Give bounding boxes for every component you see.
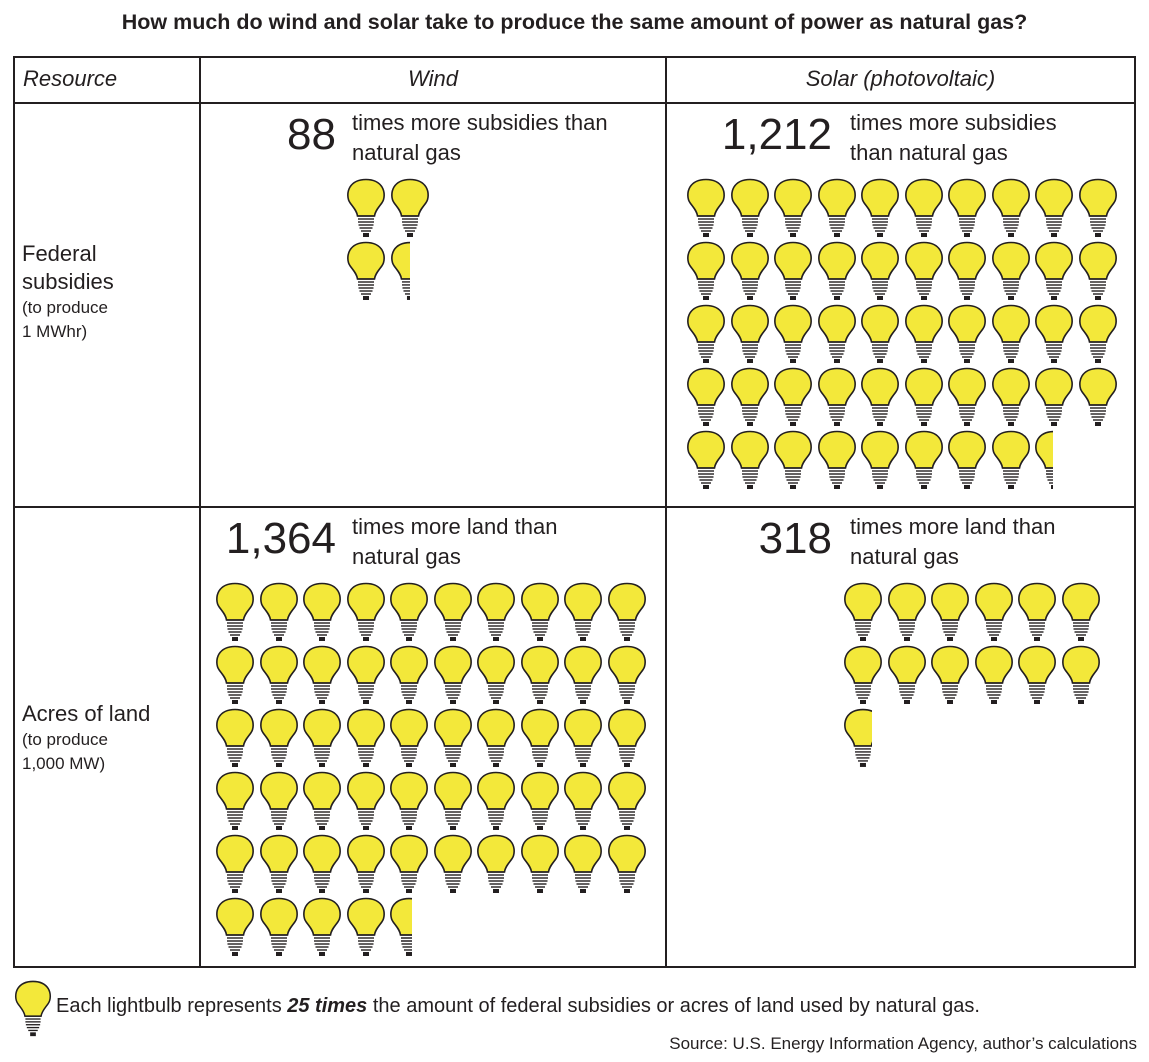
bulb-wind-land bbox=[258, 708, 300, 770]
bulb-wind-land bbox=[388, 582, 430, 644]
border-left bbox=[13, 56, 15, 968]
bulb-wind-land bbox=[562, 708, 604, 770]
bulb-solar-subsidies bbox=[772, 367, 814, 429]
bulb-solar-subsidies bbox=[1077, 304, 1119, 366]
bulb-solar-subsidies bbox=[816, 178, 858, 240]
bulb-wind-land bbox=[432, 771, 474, 833]
bulb-wind-land bbox=[519, 645, 561, 707]
bulb-solar-subsidies bbox=[816, 367, 858, 429]
bulb-solar-land bbox=[1060, 582, 1102, 644]
bulb-wind-land bbox=[606, 771, 648, 833]
bulb-solar-subsidies bbox=[903, 178, 945, 240]
legend-text-part1: Each lightbulb represents bbox=[56, 995, 288, 1017]
bulb-wind-land bbox=[214, 771, 256, 833]
bulb-wind-land bbox=[475, 582, 517, 644]
border-bottom bbox=[13, 966, 1136, 968]
bulb-solar-subsidies bbox=[772, 241, 814, 303]
bulb-solar-subsidies bbox=[772, 178, 814, 240]
bulb-wind-land bbox=[562, 834, 604, 896]
bulb-wind-land bbox=[214, 645, 256, 707]
bulb-solar-subsidies bbox=[946, 430, 988, 492]
bulb-wind-land bbox=[606, 645, 648, 707]
bulb-wind-land bbox=[345, 708, 387, 770]
bulb-wind-land bbox=[301, 897, 343, 959]
bulb-solar-subsidies bbox=[859, 241, 901, 303]
chart-title: How much do wind and solar take to produce the same amount of power as natural gas? bbox=[121, 10, 1028, 34]
bulb-solar-subsidies bbox=[990, 178, 1032, 240]
bulb-wind-land bbox=[301, 771, 343, 833]
value-wind-subsidies: 88 bbox=[287, 110, 336, 159]
desc-wind-land-line1: times more land than bbox=[352, 514, 558, 539]
bulb-solar-subsidies bbox=[946, 241, 988, 303]
bulb-wind-land bbox=[214, 834, 256, 896]
desc-wind-land-line2: natural gas bbox=[352, 544, 461, 569]
bulb-solar-land bbox=[929, 582, 971, 644]
row-label-land-sub1: (to produce bbox=[22, 730, 108, 749]
bulb-solar-subsidies bbox=[903, 241, 945, 303]
bulb-solar-land bbox=[1016, 582, 1058, 644]
bulb-solar-land bbox=[929, 645, 971, 707]
bulb-wind-land bbox=[432, 834, 474, 896]
legend bbox=[56, 995, 980, 1018]
desc-solar-land bbox=[850, 512, 1055, 572]
bulb-solar-subsidies bbox=[685, 430, 727, 492]
bulb-solar-subsidies bbox=[946, 367, 988, 429]
bulb-wind-land bbox=[301, 645, 343, 707]
divider-col-1 bbox=[199, 56, 201, 968]
bulb-wind-subsidies bbox=[345, 178, 387, 240]
row-label-subsidies-sub1: (to produce bbox=[22, 298, 108, 317]
bulb-solar-subsidies bbox=[990, 430, 1032, 492]
bulb-wind-land-partial bbox=[388, 897, 412, 959]
bulb-solar-subsidies bbox=[1033, 367, 1075, 429]
bulb-wind-land bbox=[432, 645, 474, 707]
bulb-solar-subsidies bbox=[903, 304, 945, 366]
desc-wind-subsidies bbox=[352, 108, 608, 168]
desc-solar-land-line2: natural gas bbox=[850, 544, 959, 569]
bulb-wind-land bbox=[388, 708, 430, 770]
bulb-wind-land bbox=[258, 582, 300, 644]
bulb-wind-land bbox=[606, 708, 648, 770]
bulb-solar-subsidies bbox=[1033, 178, 1075, 240]
bulb-solar-subsidies bbox=[1077, 367, 1119, 429]
bulb-wind-land bbox=[214, 582, 256, 644]
value-solar-subsidies: 1,212 bbox=[721, 110, 832, 159]
value-wind-land: 1,364 bbox=[225, 514, 336, 563]
bulb-wind-land bbox=[475, 771, 517, 833]
bulb-solar-subsidies bbox=[946, 178, 988, 240]
bulb-solar-subsidies bbox=[816, 430, 858, 492]
bulb-solar-subsidies bbox=[1077, 178, 1119, 240]
bulb-wind-land bbox=[258, 645, 300, 707]
bulb-wind-land bbox=[214, 897, 256, 959]
bulb-solar-subsidies bbox=[729, 430, 771, 492]
bulb-solar-subsidies bbox=[990, 304, 1032, 366]
bulb-solar-subsidies bbox=[685, 241, 727, 303]
border-right bbox=[1134, 56, 1136, 968]
bulb-wind-subsidies bbox=[389, 178, 431, 240]
divider-header bbox=[13, 102, 1136, 104]
bulb-wind-land bbox=[519, 582, 561, 644]
bulb-solar-subsidies bbox=[729, 178, 771, 240]
bulb-solar-subsidies bbox=[685, 178, 727, 240]
row-label-subsidies bbox=[22, 240, 114, 344]
row-label-subsidies-line1: Federal bbox=[22, 241, 97, 266]
bulb-solar-subsidies bbox=[1033, 304, 1075, 366]
bulb-solar-land bbox=[1060, 645, 1102, 707]
bulb-solar-subsidies bbox=[729, 304, 771, 366]
legend-text-part2: the amount of federal subsidies or acres of land used by natural gas. bbox=[367, 995, 980, 1017]
bulb-wind-land bbox=[258, 771, 300, 833]
bulb-wind-land bbox=[432, 708, 474, 770]
bulb-solar-subsidies bbox=[816, 241, 858, 303]
bulb-wind-land bbox=[345, 582, 387, 644]
row-label-land-line1: Acres of land bbox=[22, 701, 151, 726]
header-resource: Resource bbox=[23, 66, 118, 91]
bulb-wind-land bbox=[258, 834, 300, 896]
bulb-wind-land bbox=[345, 897, 387, 959]
bulb-solar-subsidies-partial bbox=[1033, 430, 1053, 492]
bulb-solar-subsidies bbox=[859, 178, 901, 240]
bulb-wind-land bbox=[345, 834, 387, 896]
desc-solar-subsidies-line2: than natural gas bbox=[850, 140, 1008, 165]
bulb-solar-subsidies bbox=[772, 430, 814, 492]
bulb-wind-land bbox=[475, 834, 517, 896]
bulb-solar-subsidies bbox=[685, 304, 727, 366]
bulb-solar-subsidies bbox=[1033, 241, 1075, 303]
bulb-solar-subsidies bbox=[685, 367, 727, 429]
row-label-land-sub2: 1,000 MW) bbox=[22, 754, 106, 773]
bulb-solar-land bbox=[886, 645, 928, 707]
bulb-wind-land bbox=[301, 582, 343, 644]
bulb-wind-subsidies bbox=[345, 241, 387, 303]
row-label-land bbox=[22, 700, 150, 776]
bulb-wind-land bbox=[432, 582, 474, 644]
header-wind: Wind bbox=[408, 66, 458, 91]
bulb-wind-land bbox=[519, 708, 561, 770]
bulb-wind-land bbox=[562, 582, 604, 644]
desc-wind-land bbox=[352, 512, 557, 572]
bulb-wind-land bbox=[258, 897, 300, 959]
bulb-solar-subsidies bbox=[903, 367, 945, 429]
bulb-wind-land bbox=[562, 645, 604, 707]
desc-solar-land-line1: times more land than bbox=[850, 514, 1056, 539]
bulb-solar-land bbox=[842, 582, 884, 644]
header-solar: Solar (photovoltaic) bbox=[805, 66, 996, 91]
legend-lightbulb-icon bbox=[13, 980, 53, 1039]
bulb-solar-subsidies bbox=[816, 304, 858, 366]
bulb-wind-land bbox=[301, 708, 343, 770]
bulb-solar-land-partial bbox=[842, 708, 872, 770]
bulb-solar-subsidies bbox=[903, 430, 945, 492]
bulb-wind-land bbox=[519, 834, 561, 896]
desc-wind-subsidies-line2: natural gas bbox=[352, 140, 461, 165]
value-solar-land: 318 bbox=[758, 514, 832, 563]
bulb-wind-subsidies-partial bbox=[389, 241, 411, 303]
bulb-solar-land bbox=[1016, 645, 1058, 707]
bulb-solar-subsidies bbox=[946, 304, 988, 366]
row-label-subsidies-line2: subsidies bbox=[22, 269, 114, 294]
bulb-wind-land bbox=[388, 771, 430, 833]
border-top bbox=[13, 56, 1136, 58]
divider-row bbox=[13, 506, 1136, 508]
bulb-solar-subsidies bbox=[729, 241, 771, 303]
bulb-wind-land bbox=[475, 645, 517, 707]
desc-solar-subsidies bbox=[850, 108, 1057, 168]
bulb-wind-land bbox=[475, 708, 517, 770]
bulb-solar-subsidies bbox=[859, 367, 901, 429]
divider-col-2 bbox=[665, 56, 667, 968]
legend-emphasis: 25 times bbox=[287, 995, 368, 1017]
bulb-solar-land bbox=[973, 582, 1015, 644]
bulb-wind-land bbox=[606, 834, 648, 896]
row-label-subsidies-sub2: 1 MWhr) bbox=[22, 322, 88, 341]
bulb-solar-subsidies bbox=[859, 304, 901, 366]
bulb-wind-land bbox=[562, 771, 604, 833]
bulb-solar-land bbox=[886, 582, 928, 644]
bulb-solar-subsidies bbox=[990, 241, 1032, 303]
bulb-wind-land bbox=[388, 645, 430, 707]
desc-wind-subsidies-line1: times more subsidies than bbox=[352, 110, 608, 135]
bulb-solar-subsidies bbox=[859, 430, 901, 492]
bulb-solar-subsidies bbox=[1077, 241, 1119, 303]
bulb-wind-land bbox=[345, 645, 387, 707]
bulb-solar-subsidies bbox=[772, 304, 814, 366]
bulb-solar-subsidies bbox=[729, 367, 771, 429]
bulb-wind-land bbox=[301, 834, 343, 896]
bulb-wind-land bbox=[388, 834, 430, 896]
bulb-wind-land bbox=[606, 582, 648, 644]
bulb-solar-land bbox=[973, 645, 1015, 707]
desc-solar-subsidies-line1: times more subsidies bbox=[850, 110, 1057, 135]
bulb-wind-land bbox=[345, 771, 387, 833]
bulb-wind-land bbox=[214, 708, 256, 770]
bulb-solar-land bbox=[842, 645, 884, 707]
source-note: Source: U.S. Energy Information Agency, author’s calculations bbox=[669, 1034, 1137, 1053]
bulb-solar-subsidies bbox=[990, 367, 1032, 429]
bulb-wind-land bbox=[519, 771, 561, 833]
